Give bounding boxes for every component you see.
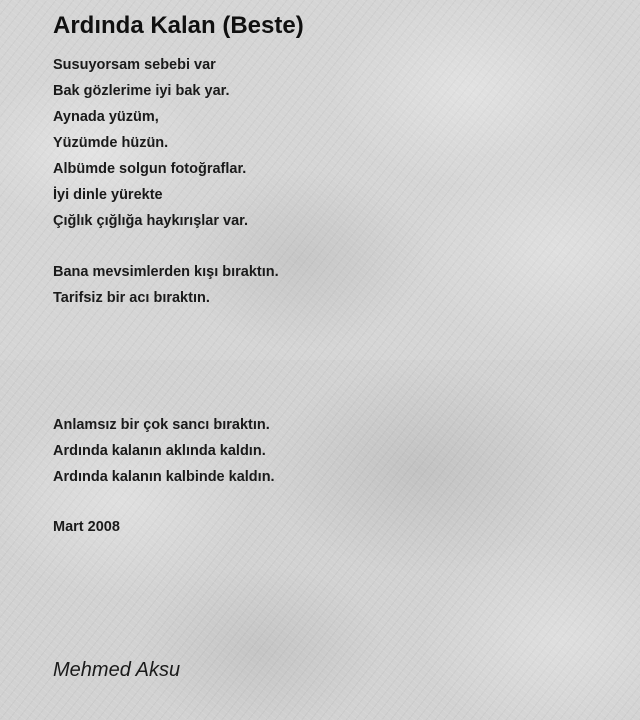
poem-line: Tarifsiz bir acı bıraktın. bbox=[53, 290, 210, 306]
poem-line: Bana mevsimlerden kışı bıraktın. bbox=[53, 264, 279, 280]
poem-line: Ardında kalanın kalbinde kaldın. bbox=[53, 469, 275, 485]
poem-line: Susuyorsam sebebi var bbox=[53, 57, 216, 73]
poem-line: Anlamsız bir çok sancı bıraktın. bbox=[53, 417, 270, 433]
stanza-2 bbox=[53, 259, 279, 311]
poem-line: Albümde solgun fotoğraflar. bbox=[53, 161, 247, 177]
poem-line: Çığlık çığlığa haykırışlar var. bbox=[53, 213, 249, 229]
poem-date: Mart 2008 bbox=[53, 519, 120, 535]
poem-line: Bak gözlerime iyi bak yar. bbox=[53, 83, 230, 99]
poem-title: Ardında Kalan (Beste) bbox=[53, 12, 304, 39]
poem-line: Aynada yüzüm, bbox=[53, 109, 159, 125]
poem-line: İyi dinle yürekte bbox=[53, 187, 163, 203]
stanza-3 bbox=[53, 412, 275, 490]
poem-line: Yüzümde hüzün. bbox=[53, 135, 169, 151]
poem-author: Mehmed Aksu bbox=[53, 659, 181, 681]
poem-line: Ardında kalanın aklında kaldın. bbox=[53, 443, 266, 459]
stanza-1 bbox=[53, 52, 248, 234]
